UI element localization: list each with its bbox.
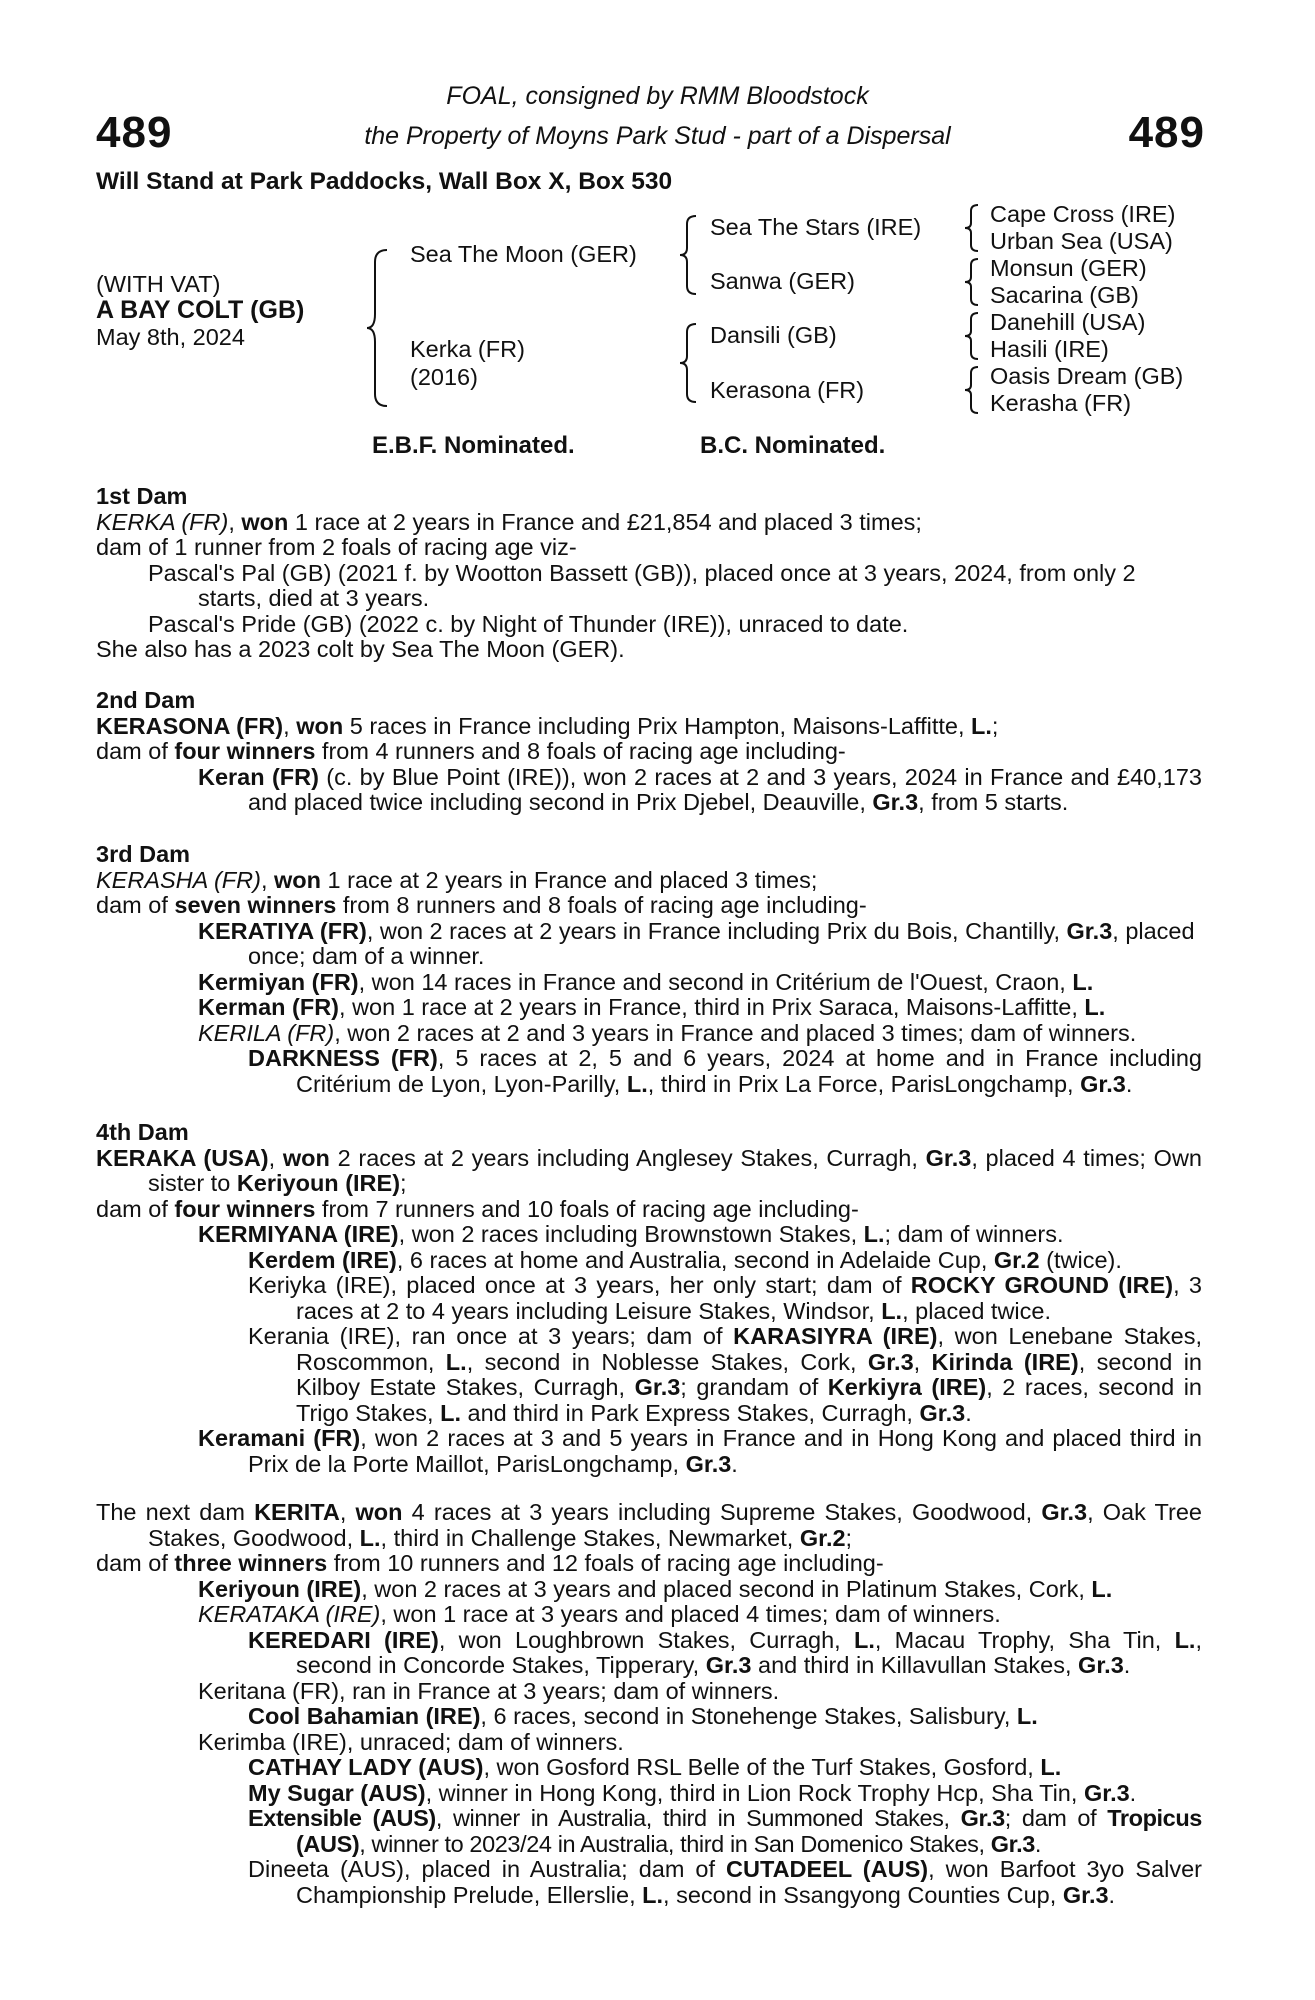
produce-dineeta: Dineeta (AUS), placed in Australia; dam of CUTADEEL (AUS), won Barfoot 3yo Salver Championship Prelude, Ellerslie, L., second in Ssangyong Counties Cup, Gr.3. [248,1856,1202,1908]
produce-cool-bahamian: Cool Bahamian (IRE), 6 races, second in Stonehenge Stakes, Salisbury, L. [248,1703,1038,1729]
pedigree-brace-g3-4 [963,365,983,415]
pedigree-g3-4: Sacarina (GB) [990,282,1139,308]
stand-location: Will Stand at Park Paddocks, Wall Box X, Box 530 [96,168,673,195]
fourth-dam-section [96,1120,1202,1477]
third-dam-title: 3rd Dam [96,841,191,867]
produce-kermiyan: Kermiyan (FR), won 14 races in France and second in Critérium de l'Ouest, Craon, L. [198,968,1094,995]
second-dam-title: 2nd Dam [96,687,196,713]
pedigree-g3-8: Kerasha (FR) [990,390,1132,416]
third-dam-record: KERASHA (FR), won 1 race at 2 years in France and placed 3 times; [96,866,818,893]
pedigree-dam-dam: Kerasona (FR) [710,377,865,403]
pedigree-brace-dam [678,322,702,404]
pedigree-sire-sire: Sea The Stars (IRE) [710,214,922,240]
fourth-dam-title: 4th Dam [96,1119,189,1145]
produce-keramani: Keramani (FR), won 2 races at 3 and 5 years in France and in Hong Kong and placed third in Prix de la Porte Maillot, ParisLongchamp, Gr.3. [198,1425,1202,1477]
produce-kerila: KERILA (FR), won 2 races at 2 and 3 years in France and placed 3 times; dam of winners. [198,1019,1137,1046]
consignor-line: FOAL, consigned by RMM Bloodstock [446,82,869,110]
next-dam-section [96,1500,1202,1908]
produce-kerman: Kerman (FR), won 1 race at 2 years in France, third in Prix Saraca, Maisons-Laffitte, L. [198,994,1106,1020]
first-dam-also: She also has a 2023 colt by Sea The Moon (GER). [96,636,625,662]
pedigree-g3-5: Danehill (USA) [990,309,1146,335]
second-dam-record: KERASONA (FR), won 5 races in France including Prix Hampton, Maisons-Laffitte, L.; [96,712,999,739]
first-dam-record: KERKA (FR), won 1 race at 2 years in France and £21,854 and placed 3 times; [96,508,922,535]
pedigree-g3-1: Cape Cross (IRE) [990,201,1176,227]
pedigree-g3-6: Hasili (IRE) [990,336,1109,362]
third-dam-section [96,842,1202,1097]
third-dam-produce: dam of seven winners from 8 runners and 8 foals of racing age including- [96,892,867,918]
pedigree-brace-main [365,248,395,408]
pedigree-dam-sire: Dansili (GB) [710,322,837,348]
horse-dob: May 8th, 2024 [96,324,245,350]
pedigree-brace-g3-1 [963,203,983,253]
produce-pascals-pal: Pascal's Pal (GB) (2021 f. by Wootton Bassett (GB)), placed once at 3 years, 2024, from only 2 starts, died at 3 years. [148,559,1136,611]
produce-keran: Keran (FR) (c. by Blue Point (IRE)), won 2 races at 2 and 3 years, 2024 in France and £40,173 and placed twice including second in Prix Djebel, Deauville, Gr.3, from 5 starts. [198,763,1202,815]
first-dam-title: 1st Dam [96,483,188,509]
produce-cathay-lady: CATHAY LADY (AUS), won Gosford RSL Belle of the Turf Stakes, Gosford, L. [248,1754,1062,1780]
produce-keritana: Keritana (FR), ran in France at 3 years; dam of winners. [198,1677,780,1704]
pedigree-dam-year: (2016) [410,364,478,390]
lot-number-left: 489 [96,108,173,157]
produce-keriyka: Keriyka (IRE), placed once at 3 years, her only start; dam of ROCKY GROUND (IRE), 3 races at 2 to 4 years including Leisure Stakes, Windsor, L., placed twice. [248,1272,1202,1324]
pedigree-dam: Kerka (FR) [410,336,525,362]
pedigree-brace-g3-2 [963,257,983,307]
pedigree-brace-sire [678,214,702,296]
produce-pascals-pride: Pascal's Pride (GB) (2022 c. by Night of Thunder (IRE)), unraced to date. [148,610,909,637]
produce-my-sugar: My Sugar (AUS), winner in Hong Kong, third in Lion Rock Trophy Hcp, Sha Tin, Gr.3. [248,1779,1137,1806]
next-dam-record: The next dam KERITA, won 4 races at 3 years including Supreme Stakes, Goodwood, Gr.3, Oak Tree Stakes, Goodwood, L., third in Challenge Stakes, Newmarket, Gr.2; [96,1499,1203,1551]
second-dam-produce: dam of four winners from 4 runners and 8 foals of racing age including- [96,738,846,764]
pedigree-g3-7: Oasis Dream (GB) [990,363,1184,389]
produce-keratiya: KERATIYA (FR), won 2 races at 2 years in France including Prix du Bois, Chantilly, Gr.3, placed once; dam of a winner. [198,917,1195,969]
next-dam-produce: dam of three winners from 10 runners and 12 foals of racing age including- [96,1550,884,1576]
second-dam-section [96,688,1202,816]
produce-keriyoun: Keriyoun (IRE), won 2 races at 3 years and placed second in Platinum Stakes, Cork, L. [198,1575,1113,1602]
pedigree-g3-2: Urban Sea (USA) [990,228,1173,254]
first-dam-produce: dam of 1 runner from 2 foals of racing age viz- [96,534,577,560]
bc-nominated: B.C. Nominated. [700,432,886,459]
fourth-dam-produce: dam of four winners from 7 runners and 10 foals of racing age including- [96,1195,859,1222]
produce-keredari: KEREDARI (IRE), won Loughbrown Stakes, Curragh, L., Macau Trophy, Sha Tin, L., second in Concorde Stakes, Tipperary, Gr.3 and third in Killavullan Stakes, Gr.3. [248,1626,1202,1678]
pedigree-brace-g3-3 [963,311,983,361]
fourth-dam-record: KERAKA (USA), won 2 races at 2 years including Anglesey Stakes, Curragh, Gr.3, placed 4 times; Own sister to Keriyoun (IRE); [96,1144,1202,1196]
produce-kermiyana: KERMIYANA (IRE), won 2 races including Brownstown Stakes, L.; dam of winners. [198,1221,1064,1247]
first-dam-section [96,484,1202,663]
pedigree-g3-3: Monsun (GER) [990,255,1147,281]
produce-kerimba: Kerimba (IRE), unraced; dam of winners. [198,1728,624,1755]
produce-kerdem: Kerdem (IRE), 6 races at home and Australia, second in Adelaide Cup, Gr.2 (twice). [248,1246,1122,1273]
pedigree-sire: Sea The Moon (GER) [410,241,637,267]
produce-darkness: DARKNESS (FR), 5 races at 2, 5 and 6 years, 2024 at home and in France including Critérium de Lyon, Lyon-Parilly, L., third in Prix La Force, ParisLongchamp, Gr.3. [248,1045,1202,1097]
ebf-nominated: E.B.F. Nominated. [372,432,575,459]
lot-number-right: 489 [1128,108,1205,157]
produce-kerataka: KERATAKA (IRE), won 1 race at 3 years and placed 4 times; dam of winners. [198,1601,1001,1627]
horse-name: A BAY COLT (GB) [96,296,305,324]
property-line: the Property of Moyns Park Stud - part of a Dispersal [364,122,951,150]
produce-kerania: Kerania (IRE), ran once at 3 years; dam of KARASIYRA (IRE), won Lenebane Stakes, Roscommon, L., second in Noblesse Stakes, Cork, Gr.3, Kirinda (IRE), second in Kilboy Estate Stakes, Curragh, Gr.3; grandam of Kerkiyra (IRE), 2 races, second in Trigo Stakes, L. and third in Park Express Stakes, Curragh, Gr.3. [248,1323,1203,1426]
produce-extensible: Extensible (AUS), winner in Australia, third in Summoned Stakes, Gr.3; dam of Tropicus (AUS), winner to 2023/24 in Australia, third in San Domenico Stakes, Gr.3. [248,1805,1202,1857]
vat-note: (WITH VAT) [96,271,221,297]
pedigree-sire-dam: Sanwa (GER) [710,268,855,294]
